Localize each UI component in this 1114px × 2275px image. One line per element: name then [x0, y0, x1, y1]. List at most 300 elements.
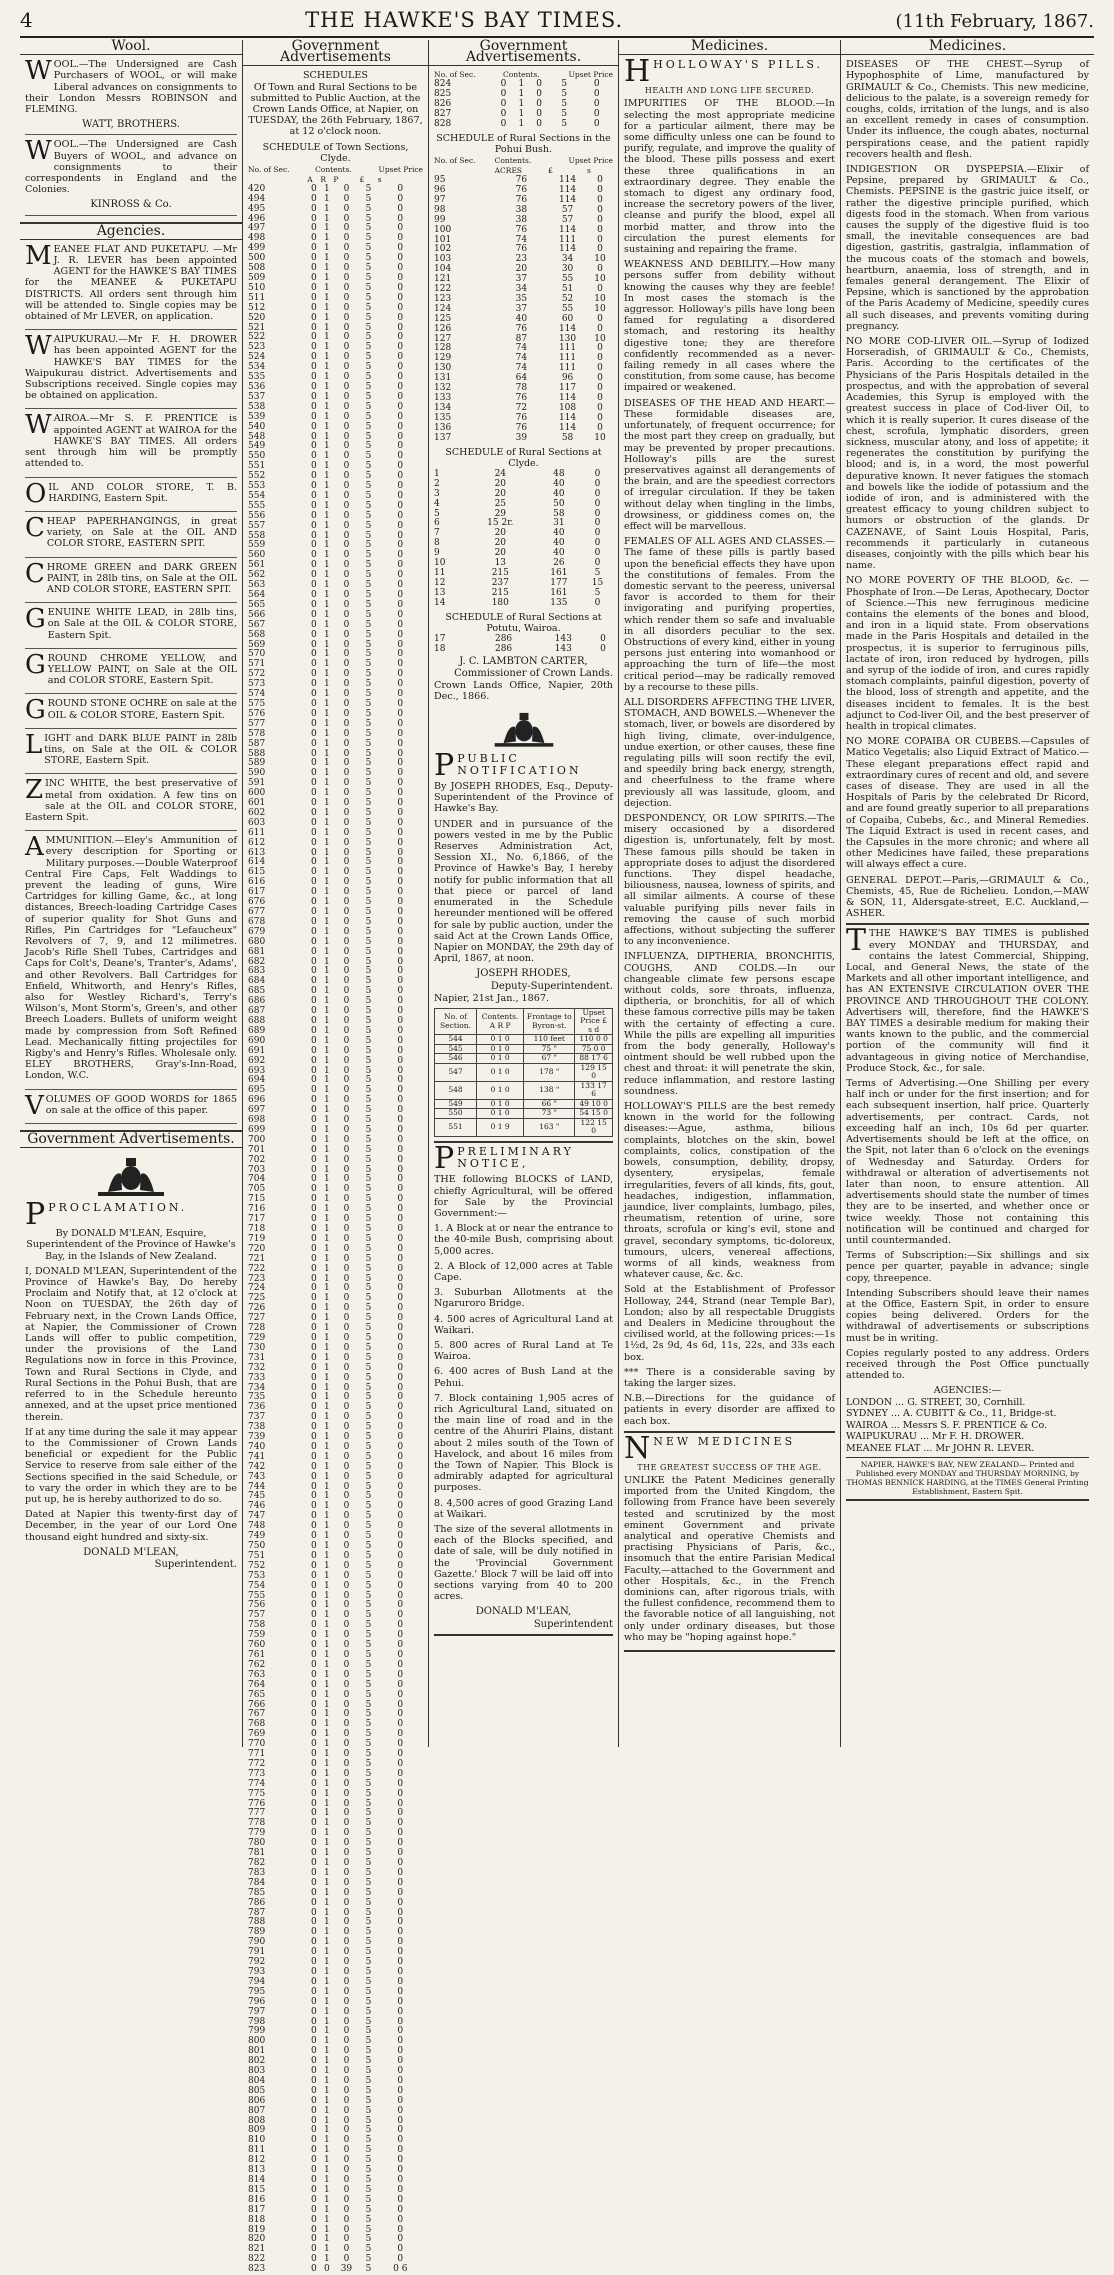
table-cell: 0	[397, 1729, 404, 1740]
table-cell: 0	[397, 1758, 404, 1769]
table-cell: 0	[310, 441, 317, 452]
medicine-paragraph: NO MORE COPAIBA OR CUBEBS.—Capsules of Matico Vegetalis; also Liquid Extract of Matico.—These elegant preparations effect rapid and extraordinary cures of recent and old, and severe cases of disease. They are used in all the Hospitals of Paris by the celebrated Dr Ricord, and are found greatly superior to all preparations of Copaiba, Cubebs, &c., and Mineral Remedies. The Liquid Extract is used in recent cases, and the Capsules in the more chronic; and where all other Medicines have failed, these preparations will always effect a cure.	[846, 736, 1089, 871]
table-cell: 0	[597, 264, 603, 275]
table-cell: 37	[515, 274, 528, 285]
table-header: Contents.	[315, 165, 352, 175]
column-heading-wool: Wool.	[20, 40, 242, 55]
table-cell: 5	[365, 2175, 372, 2185]
table-cell: 0	[310, 1828, 317, 1839]
table-cell: 0	[343, 273, 350, 283]
table-row	[434, 589, 613, 599]
table-cell: 1	[323, 362, 330, 373]
table-cell: 0	[310, 936, 317, 947]
table-cell: 0	[343, 788, 350, 799]
table-cell: 215	[491, 568, 509, 578]
table-row	[434, 635, 613, 645]
table-cell: 698	[248, 1115, 266, 1126]
table-cell: 0	[310, 560, 317, 571]
table-cell: 769	[248, 1729, 266, 1740]
agency-ads	[25, 240, 237, 1124]
table-cell: 1	[323, 1164, 330, 1175]
table-cell: 0	[343, 1491, 350, 1502]
table-cell: 0	[343, 421, 350, 432]
table-cell: 0	[310, 1402, 317, 1413]
table-cell: 0	[310, 718, 317, 729]
table-cell: 704	[248, 1174, 266, 1185]
table-cell: 0	[397, 689, 404, 700]
table-cell: 0	[310, 669, 317, 680]
table-cell: 1	[323, 1115, 330, 1126]
proclamation-date: Dated at Napier this twenty-first day of December, in the year of our Lord One thousand eight hundred and sixty-six.	[25, 1509, 237, 1543]
table-cell: 1	[518, 118, 525, 129]
table-cell: 5	[365, 758, 372, 769]
table-cell: 57	[561, 204, 574, 215]
table-row	[248, 2265, 423, 2275]
table-cell: 0	[343, 1481, 350, 1492]
table-cell: 0	[397, 1679, 404, 1690]
table-cell: 5	[561, 118, 568, 129]
table-cell: 0	[397, 490, 404, 501]
table-cell: 121	[434, 274, 452, 285]
table-cell: 0	[343, 1253, 350, 1264]
table-cell: 0	[343, 718, 350, 729]
table-cell: 5	[365, 193, 372, 204]
table-cell: 0	[343, 243, 350, 254]
schedules-title: SCHEDULES	[302, 70, 368, 82]
new-medicines-title: NEW MEDICINES	[653, 1434, 796, 1448]
table-cell: 0	[310, 1669, 317, 1680]
table-row	[435, 1118, 613, 1136]
table-cell: 511	[248, 292, 266, 303]
table-cell: 5	[365, 1996, 372, 2007]
table-cell: 0	[343, 1887, 350, 1898]
table-cell: 0	[343, 768, 350, 779]
table-cell: 126	[434, 323, 452, 334]
table-cell: 0	[310, 1085, 317, 1096]
table-cell: 1	[323, 411, 330, 422]
table-cell: 0	[310, 203, 317, 214]
table-cell: 1	[323, 1293, 330, 1304]
table-cell: 5	[365, 1966, 372, 1977]
table-cell: 0	[310, 312, 317, 323]
table-cell: 1	[323, 421, 330, 432]
table-cell: 0	[310, 1501, 317, 1512]
table-cell: 0	[310, 609, 317, 620]
agency-ad	[25, 331, 237, 409]
table-cell: 773	[248, 1768, 266, 1779]
table-cell: 0	[397, 728, 404, 739]
table-cell: 0	[343, 1858, 350, 1868]
table-cell: 10	[594, 432, 606, 443]
table-cell: 0	[397, 2224, 404, 2235]
table-cell: 1	[323, 1144, 330, 1155]
table-cell: 809	[248, 2125, 266, 2136]
table-cell: 0	[310, 520, 317, 531]
table-cell: 0	[500, 79, 507, 90]
table-cell: 0	[397, 966, 404, 977]
table-cell: 0	[310, 1481, 317, 1492]
table-cell: 536	[248, 381, 266, 392]
table-cell: 0	[310, 1243, 317, 1254]
table-cell: 40	[553, 488, 565, 499]
table-cell: 549	[248, 441, 266, 452]
table-cell: 1	[323, 292, 330, 303]
table-cell: 0	[343, 391, 350, 402]
table-cell: 1	[323, 570, 330, 581]
table-cell: 0	[397, 1451, 404, 1462]
table-cell: 0	[343, 1689, 350, 1700]
table-cell: 0	[343, 550, 350, 561]
table-cell: 1	[323, 2105, 330, 2116]
ad-text: AIPUKURAU.—Mr F. H. DROWER has been appointed AGENT for the HAWKE'S BAY TIMES for the Waipukurau district. Advertisements and Subscriptions received. Single copies may be obtained on application.	[25, 334, 237, 402]
table-cell: 808	[248, 2115, 266, 2126]
table-row	[434, 529, 613, 539]
table-row	[434, 434, 613, 444]
table-cell: 775	[248, 1788, 266, 1799]
table-cell: 0	[343, 1758, 350, 1769]
table-cell: 60	[561, 313, 574, 324]
table-cell: 5	[365, 2075, 372, 2086]
table-cell: 0	[343, 887, 350, 898]
table-cell: 1	[323, 1174, 330, 1185]
table-cell: 799	[248, 2026, 266, 2037]
table-cell: 39	[515, 432, 528, 443]
table-cell: 820	[248, 2234, 266, 2245]
table-cell: 111	[558, 363, 577, 374]
table-cell: 1	[323, 877, 330, 888]
page-number: 4	[20, 8, 33, 32]
table-cell: 5	[365, 639, 372, 650]
table-cell: 0	[397, 1649, 404, 1660]
table-cell: 40	[553, 528, 565, 539]
table-cell: 1	[323, 758, 330, 769]
table-cell: 1	[323, 1412, 330, 1423]
table-cell: 1	[323, 1739, 330, 1750]
table-cell: 1	[323, 183, 330, 194]
table-cell: 0	[310, 2184, 317, 2195]
table-cell: 539	[248, 411, 266, 422]
table-cell: 0	[310, 1214, 317, 1225]
table-cell: 76	[515, 393, 528, 403]
table-cell: 114	[558, 412, 577, 423]
table-cell: 132	[434, 383, 452, 394]
table-cell: 5	[365, 2105, 372, 2116]
table-cell: 420	[248, 183, 266, 194]
table-cell: 1	[323, 2115, 330, 2126]
table-cell: 0	[343, 362, 350, 373]
ad-paragraph	[25, 649, 237, 687]
table-cell: 559	[248, 540, 266, 551]
table-cell: 0	[343, 897, 350, 908]
table-cell: 0	[310, 2036, 317, 2047]
table-cell: 0	[310, 1194, 317, 1205]
table-cell: 76	[515, 412, 528, 423]
table-cell: 587	[248, 738, 266, 749]
table-cell: 48	[553, 468, 565, 479]
table-cell: 114	[558, 194, 577, 205]
table-cell: 1	[323, 1937, 330, 1948]
agency-ad	[25, 649, 237, 695]
table-cell: 5	[365, 1481, 372, 1492]
table-cell: 0	[397, 1392, 404, 1403]
table-cell: 0	[397, 1224, 404, 1234]
table-cell: 763	[248, 1669, 266, 1680]
table-cell: 0	[397, 1006, 404, 1017]
table-cell: 818	[248, 2214, 266, 2225]
table-cell: 0	[397, 1065, 404, 1076]
table-cell: 1	[323, 1620, 330, 1631]
ad-text: EANEE FLAT AND PUKETAPU. —Mr J. R. LEVER has been appointed AGENT for the HAWKE'S BAY TIMES for the MEANEE & PUKETAPU DISTRICTS. All orders sent through him will be attended to. Single copies may be obtained of Mr LEVER, on application.	[25, 243, 237, 323]
table-cell: 178 "	[524, 1063, 575, 1081]
table-cell: 811	[248, 2145, 266, 2156]
table-cell: 0	[343, 1947, 350, 1958]
table-cell: 5	[365, 1640, 372, 1651]
table-cell: 1	[323, 1927, 330, 1938]
table-cell: 5	[365, 837, 372, 848]
table-cell: 9	[434, 548, 440, 559]
table-cell: 0	[397, 986, 404, 997]
table-cell: 0	[397, 738, 404, 749]
table-cell: 0 1 0	[477, 1054, 524, 1064]
table-cell: 0	[310, 223, 317, 234]
table-cell: 0	[397, 2026, 404, 2037]
table-cell: 0	[343, 2066, 350, 2077]
table-cell: 0	[397, 1283, 404, 1294]
proclamation-body: I, DONALD M'LEAN, Superintendent of the Province of Hawke's Bay, Do hereby Proclaim and Notify that, at 12 o'clock at Noon on TUESDAY, the 26th day of February next, in the Crown Lands Office, at Napier, the Commissioner of Crown Lands will offer to public competition, under the provisions of the Land Regulations now in force in this Province, Town and Rural Sections in Clyde, and Rural Sections in the Pohui Bush, that are referred to in the Schedule hereunto annexed, and at the upset price mentioned therein.	[25, 1265, 237, 1423]
table-cell: 0	[397, 1293, 404, 1304]
table-cell: 76	[515, 175, 528, 186]
table-cell: 0	[343, 1511, 350, 1522]
table-cell: 701	[248, 1144, 266, 1155]
drop-cap: M	[25, 240, 52, 271]
table-cell: 20	[494, 528, 507, 539]
table-cell: 0	[397, 1134, 404, 1145]
table-cell: 760	[248, 1640, 266, 1651]
table-cell: 0	[397, 837, 404, 848]
table-cell: 1	[323, 1818, 330, 1829]
table-cell: 0	[310, 1818, 317, 1829]
table-cell: 5	[365, 1342, 372, 1353]
table-cell: 0	[343, 1332, 350, 1343]
table-cell: 133	[434, 393, 452, 403]
table-cell: 0	[594, 538, 601, 549]
table-row	[434, 226, 613, 236]
table-cell: 0	[310, 2155, 317, 2166]
table-cell: 0	[310, 728, 317, 739]
table-cell: 0	[310, 1065, 317, 1076]
table-cell: 1	[323, 1996, 330, 2007]
table-cell: 4	[434, 498, 440, 509]
table-cell: 0	[343, 986, 350, 997]
table-cell: 0	[397, 659, 404, 670]
holloway-paragraph: N.B.—Directions for the guidance of patients in every disorder are affixed to each box.	[624, 1393, 835, 1427]
table-cell: 0	[310, 381, 317, 392]
table-cell: 0	[397, 1699, 404, 1710]
table-cell: 5	[365, 847, 372, 858]
public-notification-date: Napier, 21st Jan., 1867.	[434, 992, 550, 1004]
table-cell: 0	[397, 1243, 404, 1254]
table-cell: 5	[365, 946, 372, 957]
table-cell: 524	[248, 352, 266, 363]
table-cell: 1	[323, 510, 330, 521]
agency-ad	[25, 604, 237, 649]
table-cell: 1	[323, 1124, 330, 1135]
agency-ad	[25, 1090, 237, 1124]
table-cell: 0	[343, 1798, 350, 1809]
table-cell: 0	[397, 2075, 404, 2086]
table-cell: 10	[594, 333, 606, 344]
table-cell: 744	[248, 1481, 266, 1492]
table-cell: 0	[310, 1372, 317, 1383]
preliminary-item: 4. 500 acres of Agricultural Land at Waikari.	[434, 1313, 613, 1336]
table-cell: 1	[323, 2224, 330, 2235]
table-row	[434, 579, 613, 589]
table-cell: 0	[343, 1729, 350, 1740]
table-cell: 0	[397, 1620, 404, 1631]
table-cell: 0	[343, 778, 350, 789]
table-cell: 0	[310, 986, 317, 997]
table-row	[248, 2008, 423, 2018]
table-cell: 1	[323, 1917, 330, 1928]
preliminary-item: 7. Block containing 1,905 acres of rich Agricultural Land, situated on the main line of road and in the centre of the Ahuriri Plains, distant about 2 miles south of the Town of Havelock, and about 16 miles from the Town of Napier. This Block is admirably adapted for agricultural purposes.	[434, 1392, 613, 1494]
table-cell: 0	[397, 1828, 404, 1839]
table-cell: 1	[323, 1105, 330, 1116]
table-cell: 0	[397, 401, 404, 412]
table-cell: 5	[365, 2145, 372, 2156]
table-cell: 135	[550, 597, 568, 608]
table-cell: 676	[248, 897, 266, 908]
public-notification-signature-title: Deputy-Superintendent.	[490, 980, 613, 992]
table-cell: 0	[397, 619, 404, 630]
table-row	[434, 549, 613, 559]
table-cell: 0	[310, 788, 317, 799]
drop-cap: V	[25, 1090, 44, 1121]
table-cell: 0	[397, 1124, 404, 1135]
table-cell: 31	[553, 518, 565, 529]
table-cell: 0	[397, 1590, 404, 1601]
table-cell: 0	[310, 481, 317, 492]
column-wool: Wool. WOOL.—The Undersigned are Cash Purchasers of WOOL, or will make Liberal advances on consignments to their London Messrs ROBINSON and FLEMING. WATT, BROTHERS. WOOL.—The Undersigned are Cash Buyers of WOOL, and advance on consignments to their correspondents in England and the Colonies. KINROSS & Co. Agencies. MEANEE FLAT AND PUKETAPU. —Mr J. R. LEVER has been appointed AGENT for the HAWKE'S BAY TIMES for the MEANEE & PUKETAPU DISTRICTS. All orders sent through him will be attended to. Single copies may be obtained of Mr LEVER, on application. WAIPUKURAU.—Mr F. H. DROWER has been appointed AGENT for the HAWKE'S BAY TIMES for the Waipukurau district. Advertisements and Subscriptions received. Single copies may be obtained on application. WAIROA.—Mr S. F. PRENTICE is appointed AGENT at WAIROA for the HAWKE'S BAY TIMES. All orders sent through him will be promptly attended to. OIL AND COLOR STORE, T. B. HARDING, Eastern Spit. CHEAP PAPERHANGINGS, in great variety, on Sale at the OIL AND COLOR STORE, EASTERN SPIT. CHROME GREEN and DARK GREEN PAINT, in 28lb tins, on Sale at the OIL AND COLOR STORE, EASTERN SPIT. GENUINE WHITE LEAD, in 28lb tins, on Sale at the OIL & COLOR STORE, Eastern Spit. GROUND CHROME YELLOW, and YELLOW PAINT, on Sale at the OIL and COLOR STORE, Eastern Spit. GROUND STONE OCHRE on sale at the OIL & COLOR STORE, Eastern Spit. LIGHT and DARK BLUE PAINT in 28lb tins, on Sale at the OIL & COLOR STORE, Eastern Spit. ZINC WHITE, the best preservative of metal from oxidation. A few tins on sale at the OIL and COLOR STORE, Eastern Spit. AMMUNITION.—Eley's Ammunition of every description for Sporting or Military purposes.—Double Waterproof Central Fire Caps, Felt Waddings to prevent the leading of guns, Wire Cartridges for killing Game, &c., at long distances, Breech-loading Cartridge Cases of superior quality for Shot Guns and Rifles, Pin Cartridges for "Lefaucheux" Revolvers of 7, 9, and 12 milimetres. Jacob's Rifle Shell Tubes, Cartridges and Caps for Colt's, Deane's, Tranter's, Adams', and other Revolvers. Ball Cartridges for Enfield, Whitworth, and Henry's Rifles, also for Westley Richard's, Terry's Wilson's, Mont Storm's, Green's, and other Breech Loaders. Bullets of uniform weight made by compression from Soft Refined Lead. Mechanically fitting projectiles for Rigby's and Henry's Rifles. Wholesale only. ELEY BROTHERS, Gray's-Inn-Road, London, W.C. VOLUMES OF GOOD WORDS for 1865 on sale at the office of this paper. Government Advertisements. PPROCLAMATION. By DONALD M'LEAN, Esquire, Superintendent of the Province of Hawke's Bay, in the Islands of New Zealand. I, DONALD M'LEAN, Superintendent of the Province of Hawke's Bay, Do hereby Proclaim and Notify that, at 12 o'clock at Noon on TUESDAY, the 26th day of February next, in the Crown Lands Office, at Napier, the Commissioner of Crown Lands will offer to public competition, under the provisions of the Land Regulations now in force in this Province, Town and Rural Sections in Clyde, and Rural Sections in the Pohui Bush, that are referred to in the Schedule hereunto annexed, and at the upset price mentioned therein. If at any time during the sale it may appear to the Commissioner of Crown Lands beneficial or expedient for the Public Service to reserve from sale either of the Sections specified in the said Schedule, or to vary the order in which they are to be put up, he is hereby authorized to do so. Dated at Napier this twenty-first day of December, in the year of our Lord One thousand eight hundred and sixty-six. DONALD M'LEAN, Superintendent.	[20, 40, 242, 1747]
table-cell: 5	[365, 2125, 372, 2136]
table-cell: 0	[397, 1481, 404, 1492]
table-cell: 0	[343, 451, 350, 462]
table-cell: 5	[365, 292, 372, 303]
table-cell: 0	[343, 431, 350, 442]
table-cell: 1	[323, 887, 330, 898]
proclamation-signature: DONALD M'LEAN,	[83, 1546, 179, 1558]
table-cell: 5	[365, 471, 372, 482]
table-cell: 758	[248, 1620, 266, 1631]
table-cell: 1	[323, 788, 330, 799]
table-cell: 5	[365, 1204, 372, 1215]
table-cell: 0	[310, 1897, 317, 1908]
table-cell: 0	[397, 481, 404, 492]
table-cell: 745	[248, 1491, 266, 1502]
table-cell: 0	[397, 1927, 404, 1938]
table-cell: 102	[434, 244, 452, 255]
preliminary-signature-title: Superintendent	[533, 1618, 613, 1630]
table-cell: 5	[365, 1887, 372, 1898]
table-cell: 1	[323, 2026, 330, 2037]
table-cell: 40	[553, 538, 565, 549]
table-cell: 5	[365, 788, 372, 799]
table-cell: 0	[397, 1075, 404, 1086]
table-cell: 99	[434, 214, 446, 225]
table-cell: 548	[435, 1081, 477, 1099]
table-cell: 0	[310, 2264, 317, 2275]
table-cell: 0	[343, 253, 350, 264]
table-cell: 5	[365, 183, 372, 194]
table-row	[248, 1691, 423, 1701]
table-cell: 494	[248, 193, 266, 204]
table-cell: 5	[365, 2194, 372, 2205]
table-cell: 0	[343, 1531, 350, 1542]
table-cell: 0	[397, 2244, 404, 2255]
table-cell: 2	[434, 478, 440, 489]
table-cell: 1	[323, 580, 330, 591]
ad-text: IGHT and DARK BLUE PAINT in 28lb tins, on Sale at the OIL & COLOR STORE, Eastern Spit.	[44, 732, 237, 767]
table-cell: 814	[248, 2175, 266, 2185]
table-cell: 0	[343, 1451, 350, 1462]
ad-signature: KINROSS & Co.	[90, 199, 172, 211]
table-cell: 0	[343, 1006, 350, 1017]
table-cell: 5	[365, 1015, 372, 1026]
ad-paragraph	[25, 478, 237, 509]
ad-signature: WATT, BROTHERS.	[82, 119, 180, 131]
table-cell: 0	[310, 2254, 317, 2265]
table-cell: 0	[343, 877, 350, 888]
table-cell: 5	[365, 768, 372, 779]
table-cell: 0	[397, 1600, 404, 1611]
table-cell: 1	[323, 1630, 330, 1641]
table-cell: 0	[310, 1699, 317, 1710]
table-cell: 0	[500, 99, 507, 110]
table-cell: 5	[365, 966, 372, 977]
table-cell: 5	[365, 698, 372, 709]
column-medicines: Medicines. HHOLLOWAY'S PILLS. HEALTH AND LONG LIFE SECURED. IMPURITIES OF THE BLOOD.—In selecting the most appropriate medicine for a particular ailment, there may be some difficulty unless one can be found to purify, regulate, and improve the quality of the blood. These pills possess and exert these three qualifications in an extraordinary degree. They enable the stomach to digest any ordinary food, increase the secretory powers of the liver, cleanse and purify the blood, expel all morbid matter, and throw into the circulation the purest elements for sustaining and repairing the frame. WEAKNESS AND DEBILITY.—How many persons suffer from debility without knowing the causes why they are feeble! In most cases the stomach is the aggressor. Holloway's pills have long been famed for regulating a disordered stomach, and restoring its healthy digestive tone; they are therefore confidently recommended as a never-failing remedy in all cases where the constitution, from some cause, has become impaired or weakened. DISEASES OF THE HEAD AND HEART.—These formidable diseases are, unfortunately, of frequent occurrence; for the most part they creep on gradually, but may be prevented by proper precautions. Holloway's pills are the surest preservatives against all derangements of the brain, and are the speediest correctors of irregular circulation. If they be taken without delay when tingling in the limbs, drowsiness, or giddiness comes on, the effect will be marvellous. FEMALES OF ALL AGES AND CLASSES.—The fame of these pills is partly based upon the beneficial effects they have upon the constitutions of females. From the domestic servant to the peeress, universal favor is accorded to them for their invigorating and purifying properties, which render them so safe and invaluable in all disorders peculiar to the sex. Obstructions of every kind, either in young persons just entering into womanhood or approaching the turn of life—the most critical period—may be radically removed by a recourse to these pills. ALL DISORDERS AFFECTING THE LIVER, STOMACH, AND BOWELS.—Whenever the stomach, liver, or bowels are disordered by high living, climate, over-indulgence, undue exertion, or other causes, these fine regulating pills will soon rectify the evil, and speedily bring back energy, strength, and cheerfulness to the frame where previously all was lassitude, gloom, and dejection. DESPONDENCY, OR LOW SPIRITS.—The misery occasioned by a disordered digestion is, unfortunately, felt by most. These famous pills should be taken in appropriate doses to adjust the disordered functions. They dispel headache, biliousness, nausea, lowness of spirits, and all similar ailments. A course of these valuable purifying pills never fails in removing the cause of such morbid affections, without subjecting the sufferer to any inconvenience. INFLUENZA, DIPTHERIA, BRONCHITIS, COUGHS, AND COLDS.—In our changeable climate few persons escape without colds, sore throats, influenza, diptheria, or bronchitis, for all of which these famous corrective pills may be taken with the certainty of effecting a cure. While the pills are expelling all impurities from the body generally, Holloway's ointment should be well rubbed upon the chest and throat: it will penetrate the skin, reduce inflammation, and restore lasting soundness. HOLLOWAY'S PILLS are the best remedy known in the world for the following diseases:—Ague, asthma, bilious complaints, blotches on the skin, bowel complaints, colics, constipation of the bowels, consumption, debility, dropsy, dysentery, erysipelas, female irregularities, fevers of all kinds, fits, gout, headaches, indigestion, inflammation, jaundice, liver complaints, lumbago, piles, rheumatism, retention of urine, sore throats, scrofula or king's evil, stone and gravel, secondary symptoms, tic-doloreux, tumours, ulcers, venereal affections, worms of all kinds, weakness from whatever cause, &c. &c. Sold at the Establishment of Professor Holloway, 244, Strand (near Temple Bar), London; also by all respectable Druggists and Dealers in Medicine throughout the civilised world, at the following prices:—1s 1½d, 2s 9d, 4s 6d, 11s, 22s, and 33s each box. *** There is a considerable saving by taking the larger sizes. N.B.—Directions for the guidance of patients in every disorder are affixed to each box. NNEW MEDICINES THE GREATEST SUCCESS OF THE AGE. UNLIKE the Patent Medicines generally imported from the United Kingdom, the following from France have been severely tested and scrutinized by the most eminent Government and private analytical and operative Chemists and practising Physicians of Paris, &c., insomuch that the entire Parisian Medical Faculty,—attached to the Government and other Hospitals, &c., in the French dominions can, after rigorous trials, with the fullest confidence, recommend them to the favorable notice of all languishing, not only under ordinary diseases, but those who may be "hoping against hope."	[618, 40, 840, 1747]
table-cell: 1	[323, 926, 330, 937]
table-cell: 5	[365, 203, 372, 214]
table-cell: 1	[323, 1907, 330, 1918]
table-cell: 26	[553, 558, 565, 569]
table-cell: 0	[397, 1174, 404, 1185]
table-cell: 0	[397, 2135, 404, 2146]
table-cell: 0	[310, 1541, 317, 1551]
table-row	[434, 120, 613, 130]
table-cell: 1	[323, 807, 330, 818]
table-cell: 5	[365, 2234, 372, 2245]
table-cell: 0	[343, 1600, 350, 1611]
table-cell: 0	[343, 708, 350, 719]
table-cell: 540	[248, 421, 266, 432]
table-cell: 5	[365, 1778, 372, 1789]
table-cell: 1	[323, 1669, 330, 1680]
table-header: No. of Sec.	[434, 156, 476, 166]
table-cell: 0	[397, 520, 404, 531]
table-cell: 50	[553, 498, 565, 509]
table-cell: 5	[365, 1768, 372, 1779]
table-cell: 0	[310, 2234, 317, 2245]
table-cell: 5	[365, 887, 372, 898]
table-header: P	[333, 174, 339, 184]
table-cell: 589	[248, 758, 266, 769]
table-cell: 537	[248, 391, 266, 402]
table-cell: 0	[597, 363, 603, 374]
preliminary-item: 8. 4,500 acres of good Grazing Land at Waikari.	[434, 1497, 613, 1520]
table-cell: 791	[248, 1947, 266, 1958]
table-cell: 1	[323, 1659, 330, 1670]
table-cell: 741	[248, 1451, 266, 1462]
